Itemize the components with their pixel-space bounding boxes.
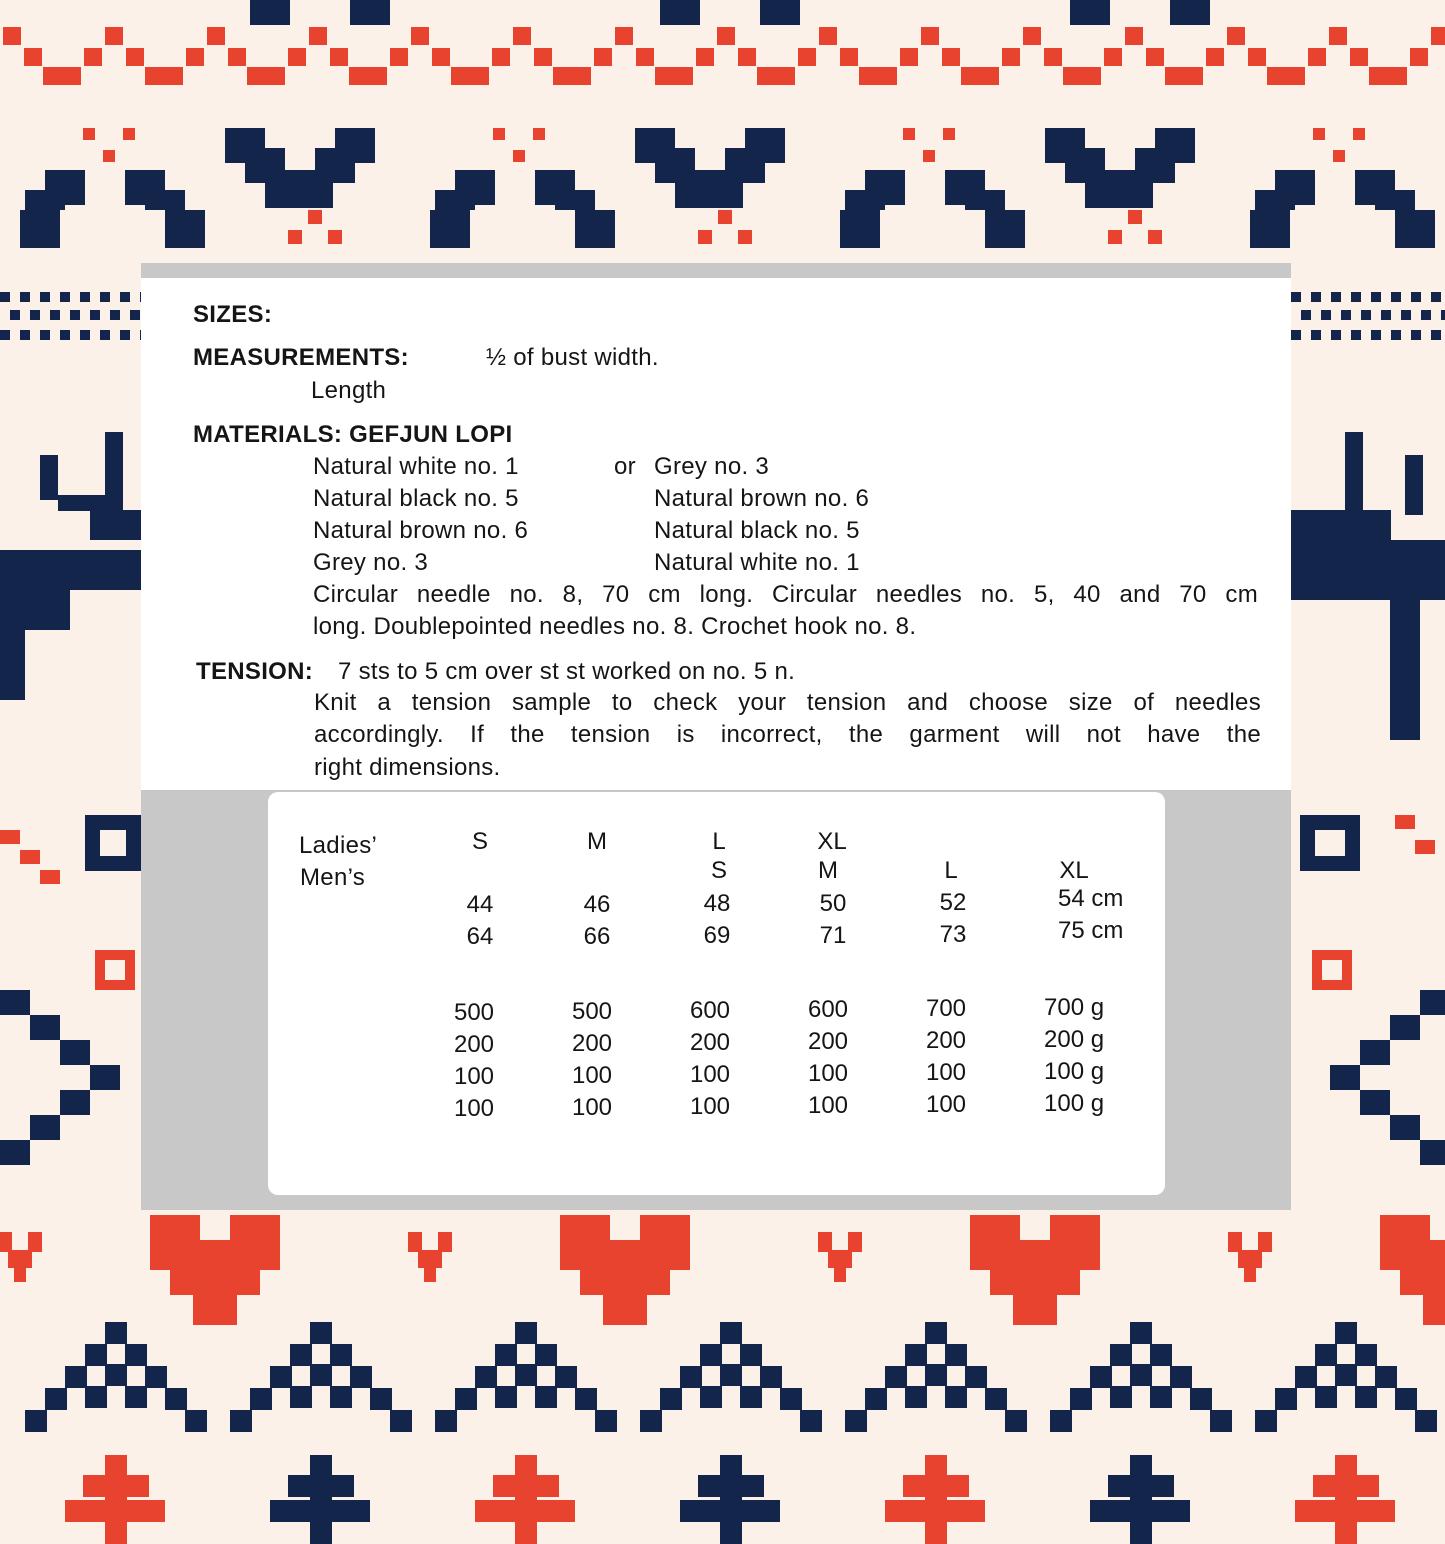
bust-width-cell: 44 [466,891,494,918]
yarn-quantity-cell: 100 [925,1091,967,1118]
needles-text: Circular needle no. 8, 70 cm long. Circular needles no. 5, 40 and 70 cm [313,581,1258,608]
yarn-quantity-cell: 100 [453,1095,495,1122]
tension-note: Knit a tension sample to check your tension and choose size of needles [314,689,1261,716]
material-item: Natural black no. 5 [313,485,519,512]
yarn-quantity-cell: 600 [689,997,731,1024]
ladies-size-header: M [587,828,607,855]
material-item: Grey no. 3 [654,453,770,480]
material-item: Grey no. 3 [313,549,429,576]
navy-zigzag-row [25,1322,1445,1432]
tension-note: right dimensions. [314,754,501,781]
bust-width-cell: 54 cm [1058,885,1124,912]
length-text: Length [311,377,387,404]
yarn-quantity-cell: 100 g [1044,1090,1105,1117]
yarn-quantity-cell: 700 g [1044,994,1105,1021]
tension-note: accordingly. If the tension is incorrect, the garment will not have the [314,721,1261,748]
length-cell: 69 [703,922,731,949]
material-item: Natural brown no. 6 [654,485,870,512]
mens-label: Men’s [300,864,366,891]
red-zigzag-row [0,27,1445,85]
length-cell: 71 [819,921,847,949]
size-table-card [268,792,1165,1195]
bust-width-cell: 52 [939,889,967,916]
yarn-quantity-cell: 100 [571,1062,613,1089]
yarn-quantity-cell: 500 [453,999,495,1026]
ladies-size-header: L [712,828,726,855]
ladies-size-header: XL [817,828,847,855]
yarn-quantity-cell: 200 [453,1031,495,1058]
material-item: Natural black no. 5 [654,517,860,544]
mens-size-header: XL [1059,857,1089,884]
yarn-quantity-cell: 500 [571,998,613,1025]
yarn-quantity-cell: 200 [807,1028,849,1055]
top-motif-row [250,0,1210,25]
yarn-quantity-cell: 100 [689,1093,731,1120]
yarn-quantity-cell: 200 g [1044,1026,1105,1053]
bust-width-cell: 48 [703,890,731,917]
yarn-quantity-cell: 100 [807,1092,849,1119]
mens-size-header: L [944,857,958,884]
material-item: Natural white no. 1 [654,549,860,576]
bust-width-cell: 50 [819,889,847,917]
mens-size-header: S [710,857,728,884]
yarn-quantity-cell: 100 g [1044,1058,1105,1085]
cross-row [65,1455,1445,1544]
length-cell: 66 [583,922,611,950]
materials-heading: MATERIALS: GEFJUN LOPI [193,421,513,448]
yarn-quantity-cell: 100 [925,1059,967,1086]
needles-text: long. Doublepointed needles no. 8. Crochet hook no. 8. [313,613,917,640]
yarn-quantity-cell: 200 [571,1030,613,1057]
pattern-instructions-panel [141,278,1291,790]
holly-row [20,128,1445,248]
yarn-quantity-cell: 200 [925,1027,967,1054]
length-cell: 64 [466,923,494,950]
sizes-heading: SIZES: [193,301,273,328]
length-cell: 73 [939,921,967,948]
bust-width-text: ½ of bust width. [486,344,659,371]
tension-heading: TENSION: [196,658,314,685]
bust-width-cell: 46 [583,890,611,918]
yarn-quantity-cell: 100 [807,1060,849,1087]
measurements-heading: MEASUREMENTS: [193,344,409,371]
ladies-size-header: S [471,828,489,855]
material-item: Natural white no. 1 [313,453,519,480]
ladies-label: Ladies’ [299,832,378,859]
yarn-quantity-cell: 600 [807,996,849,1023]
yarn-quantity-cell: 100 [689,1061,731,1088]
yarn-quantity-cell: 100 [571,1094,613,1121]
mens-size-header: M [818,857,838,884]
tension-value: 7 sts to 5 cm over st st worked on no. 5 n. [338,658,796,685]
yarn-quantity-cell: 200 [689,1029,731,1056]
yarn-quantity-cell: 700 [925,995,967,1022]
length-cell: 75 cm [1058,917,1124,944]
yarn-quantity-cell: 100 [453,1063,495,1090]
hearts-row [0,1215,1445,1325]
or-text: or [614,453,636,480]
material-item: Natural brown no. 6 [313,517,529,544]
